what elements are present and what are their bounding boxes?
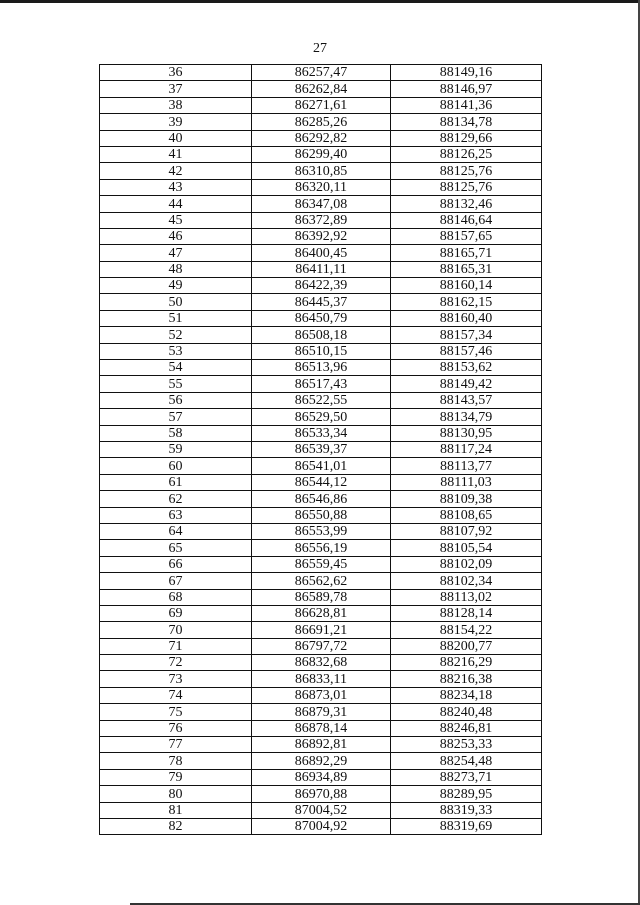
x-coordinate-cell: 86522,55: [252, 392, 391, 408]
point-number-cell: 59: [100, 441, 252, 457]
x-coordinate-cell: 86400,45: [252, 245, 391, 261]
point-number-cell: 40: [100, 130, 252, 146]
x-coordinate-cell: 86292,82: [252, 130, 391, 146]
table-row: [100, 196, 542, 212]
x-coordinate-cell: 87004,92: [252, 818, 391, 834]
y-coordinate-cell: 88143,57: [391, 392, 542, 408]
y-coordinate-cell: 88149,16: [391, 65, 542, 81]
table-row: [100, 409, 542, 425]
y-coordinate-cell: 88134,79: [391, 409, 542, 425]
y-coordinate-cell: 88113,77: [391, 458, 542, 474]
y-coordinate-cell: 88165,71: [391, 245, 542, 261]
table-row: [100, 278, 542, 294]
point-number-cell: 42: [100, 163, 252, 179]
x-coordinate-cell: 87004,52: [252, 802, 391, 818]
point-number-cell: 43: [100, 179, 252, 195]
point-number-cell: 77: [100, 737, 252, 753]
point-number-cell: 60: [100, 458, 252, 474]
table-row: [100, 245, 542, 261]
table-row: [100, 97, 542, 113]
x-coordinate-cell: 86556,19: [252, 540, 391, 556]
y-coordinate-cell: 88160,40: [391, 310, 542, 326]
y-coordinate-cell: 88319,69: [391, 818, 542, 834]
table-row: [100, 737, 542, 753]
x-coordinate-cell: 86879,31: [252, 704, 391, 720]
point-number-cell: 53: [100, 343, 252, 359]
x-coordinate-cell: 86257,47: [252, 65, 391, 81]
x-coordinate-cell: 86533,34: [252, 425, 391, 441]
y-coordinate-cell: 88319,33: [391, 802, 542, 818]
table-row: [100, 212, 542, 228]
x-coordinate-cell: 86589,78: [252, 589, 391, 605]
table-row: [100, 573, 542, 589]
table-row: [100, 622, 542, 638]
table-row: [100, 605, 542, 621]
x-coordinate-cell: 86873,01: [252, 687, 391, 703]
page-number: 27: [313, 41, 327, 56]
table-row: [100, 507, 542, 523]
y-coordinate-cell: 88153,62: [391, 360, 542, 376]
table-row: [100, 589, 542, 605]
table-row: [100, 556, 542, 572]
table-row: [100, 704, 542, 720]
y-coordinate-cell: 88289,95: [391, 786, 542, 802]
y-coordinate-cell: 88216,38: [391, 671, 542, 687]
point-number-cell: 48: [100, 261, 252, 277]
point-number-cell: 49: [100, 278, 252, 294]
x-coordinate-cell: 86422,39: [252, 278, 391, 294]
y-coordinate-cell: 88146,97: [391, 81, 542, 97]
x-coordinate-cell: 86934,89: [252, 769, 391, 785]
x-coordinate-cell: 86832,68: [252, 655, 391, 671]
point-number-cell: 65: [100, 540, 252, 556]
point-number-cell: 46: [100, 228, 252, 244]
table-row: [100, 786, 542, 802]
table-row: [100, 228, 542, 244]
table-row: [100, 343, 542, 359]
y-coordinate-cell: 88105,54: [391, 540, 542, 556]
y-coordinate-cell: 88126,25: [391, 146, 542, 162]
x-coordinate-cell: 86691,21: [252, 622, 391, 638]
point-number-cell: 78: [100, 753, 252, 769]
table-row: [100, 540, 542, 556]
x-coordinate-cell: 86285,26: [252, 114, 391, 130]
x-coordinate-cell: 86797,72: [252, 638, 391, 654]
coordinates-table-body: [100, 65, 542, 835]
x-coordinate-cell: 86546,86: [252, 491, 391, 507]
x-coordinate-cell: 86562,62: [252, 573, 391, 589]
x-coordinate-cell: 86299,40: [252, 146, 391, 162]
x-coordinate-cell: 86392,92: [252, 228, 391, 244]
point-number-cell: 61: [100, 474, 252, 490]
table-row: [100, 310, 542, 326]
table-row: [100, 146, 542, 162]
x-coordinate-cell: 86544,12: [252, 474, 391, 490]
y-coordinate-cell: 88125,76: [391, 179, 542, 195]
y-coordinate-cell: 88125,76: [391, 163, 542, 179]
y-coordinate-cell: 88246,81: [391, 720, 542, 736]
x-coordinate-cell: 86628,81: [252, 605, 391, 621]
y-coordinate-cell: 88146,64: [391, 212, 542, 228]
x-coordinate-cell: 86310,85: [252, 163, 391, 179]
table-row: [100, 360, 542, 376]
table-row: [100, 81, 542, 97]
point-number-cell: 67: [100, 573, 252, 589]
x-coordinate-cell: 86445,37: [252, 294, 391, 310]
table-row: [100, 720, 542, 736]
table-row: [100, 802, 542, 818]
x-coordinate-cell: 86450,79: [252, 310, 391, 326]
table-row: [100, 769, 542, 785]
point-number-cell: 50: [100, 294, 252, 310]
y-coordinate-cell: 88157,65: [391, 228, 542, 244]
point-number-cell: 39: [100, 114, 252, 130]
table-row: [100, 130, 542, 146]
point-number-cell: 82: [100, 818, 252, 834]
y-coordinate-cell: 88108,65: [391, 507, 542, 523]
table-row: [100, 523, 542, 539]
table-row: [100, 114, 542, 130]
point-number-cell: 36: [100, 65, 252, 81]
x-coordinate-cell: 86892,81: [252, 737, 391, 753]
table-row: [100, 655, 542, 671]
y-coordinate-cell: 88240,48: [391, 704, 542, 720]
table-row: [100, 638, 542, 654]
point-number-cell: 66: [100, 556, 252, 572]
point-number-cell: 52: [100, 327, 252, 343]
point-number-cell: 58: [100, 425, 252, 441]
y-coordinate-cell: 88128,14: [391, 605, 542, 621]
table-row: [100, 474, 542, 490]
table-row: [100, 294, 542, 310]
table-row: [100, 376, 542, 392]
x-coordinate-cell: 86262,84: [252, 81, 391, 97]
x-coordinate-cell: 86878,14: [252, 720, 391, 736]
x-coordinate-cell: 86320,11: [252, 179, 391, 195]
y-coordinate-cell: 88117,24: [391, 441, 542, 457]
table-row: [100, 818, 542, 834]
y-coordinate-cell: 88157,46: [391, 343, 542, 359]
y-coordinate-cell: 88234,18: [391, 687, 542, 703]
table-row: [100, 65, 542, 81]
x-coordinate-cell: 86553,99: [252, 523, 391, 539]
y-coordinate-cell: 88216,29: [391, 655, 542, 671]
x-coordinate-cell: 86559,45: [252, 556, 391, 572]
y-coordinate-cell: 88134,78: [391, 114, 542, 130]
point-number-cell: 81: [100, 802, 252, 818]
point-number-cell: 57: [100, 409, 252, 425]
table-row: [100, 441, 542, 457]
x-coordinate-cell: 86970,88: [252, 786, 391, 802]
y-coordinate-cell: 88107,92: [391, 523, 542, 539]
x-coordinate-cell: 86372,89: [252, 212, 391, 228]
table-row: [100, 458, 542, 474]
point-number-cell: 63: [100, 507, 252, 523]
point-number-cell: 70: [100, 622, 252, 638]
y-coordinate-cell: 88130,95: [391, 425, 542, 441]
point-number-cell: 75: [100, 704, 252, 720]
point-number-cell: 64: [100, 523, 252, 539]
table-row: [100, 327, 542, 343]
x-coordinate-cell: 86833,11: [252, 671, 391, 687]
point-number-cell: 55: [100, 376, 252, 392]
point-number-cell: 68: [100, 589, 252, 605]
y-coordinate-cell: 88102,09: [391, 556, 542, 572]
y-coordinate-cell: 88102,34: [391, 573, 542, 589]
point-number-cell: 54: [100, 360, 252, 376]
x-coordinate-cell: 86892,29: [252, 753, 391, 769]
point-number-cell: 44: [100, 196, 252, 212]
x-coordinate-cell: 86517,43: [252, 376, 391, 392]
point-number-cell: 80: [100, 786, 252, 802]
table-row: [100, 753, 542, 769]
table-row: [100, 425, 542, 441]
point-number-cell: 71: [100, 638, 252, 654]
point-number-cell: 74: [100, 687, 252, 703]
x-coordinate-cell: 86510,15: [252, 343, 391, 359]
scan-edge-top: [0, 0, 640, 3]
y-coordinate-cell: 88157,34: [391, 327, 542, 343]
table-row: [100, 261, 542, 277]
y-coordinate-cell: 88132,46: [391, 196, 542, 212]
point-number-cell: 73: [100, 671, 252, 687]
point-number-cell: 38: [100, 97, 252, 113]
y-coordinate-cell: 88113,02: [391, 589, 542, 605]
y-coordinate-cell: 88160,14: [391, 278, 542, 294]
table-row: [100, 163, 542, 179]
point-number-cell: 79: [100, 769, 252, 785]
coordinates-table: [99, 64, 542, 835]
table-row: [100, 687, 542, 703]
point-number-cell: 51: [100, 310, 252, 326]
y-coordinate-cell: 88273,71: [391, 769, 542, 785]
point-number-cell: 72: [100, 655, 252, 671]
table-row: [100, 392, 542, 408]
point-number-cell: 47: [100, 245, 252, 261]
y-coordinate-cell: 88109,38: [391, 491, 542, 507]
point-number-cell: 45: [100, 212, 252, 228]
x-coordinate-cell: 86539,37: [252, 441, 391, 457]
table-row: [100, 671, 542, 687]
y-coordinate-cell: 88165,31: [391, 261, 542, 277]
point-number-cell: 69: [100, 605, 252, 621]
y-coordinate-cell: 88111,03: [391, 474, 542, 490]
y-coordinate-cell: 88141,36: [391, 97, 542, 113]
x-coordinate-cell: 86550,88: [252, 507, 391, 523]
y-coordinate-cell: 88149,42: [391, 376, 542, 392]
x-coordinate-cell: 86541,01: [252, 458, 391, 474]
y-coordinate-cell: 88253,33: [391, 737, 542, 753]
point-number-cell: 62: [100, 491, 252, 507]
table-row: [100, 491, 542, 507]
point-number-cell: 76: [100, 720, 252, 736]
x-coordinate-cell: 86513,96: [252, 360, 391, 376]
x-coordinate-cell: 86529,50: [252, 409, 391, 425]
x-coordinate-cell: 86508,18: [252, 327, 391, 343]
y-coordinate-cell: 88200,77: [391, 638, 542, 654]
y-coordinate-cell: 88154,22: [391, 622, 542, 638]
point-number-cell: 37: [100, 81, 252, 97]
point-number-cell: 56: [100, 392, 252, 408]
table-row: [100, 179, 542, 195]
y-coordinate-cell: 88254,48: [391, 753, 542, 769]
x-coordinate-cell: 86347,08: [252, 196, 391, 212]
x-coordinate-cell: 86271,61: [252, 97, 391, 113]
y-coordinate-cell: 88162,15: [391, 294, 542, 310]
y-coordinate-cell: 88129,66: [391, 130, 542, 146]
x-coordinate-cell: 86411,11: [252, 261, 391, 277]
point-number-cell: 41: [100, 146, 252, 162]
